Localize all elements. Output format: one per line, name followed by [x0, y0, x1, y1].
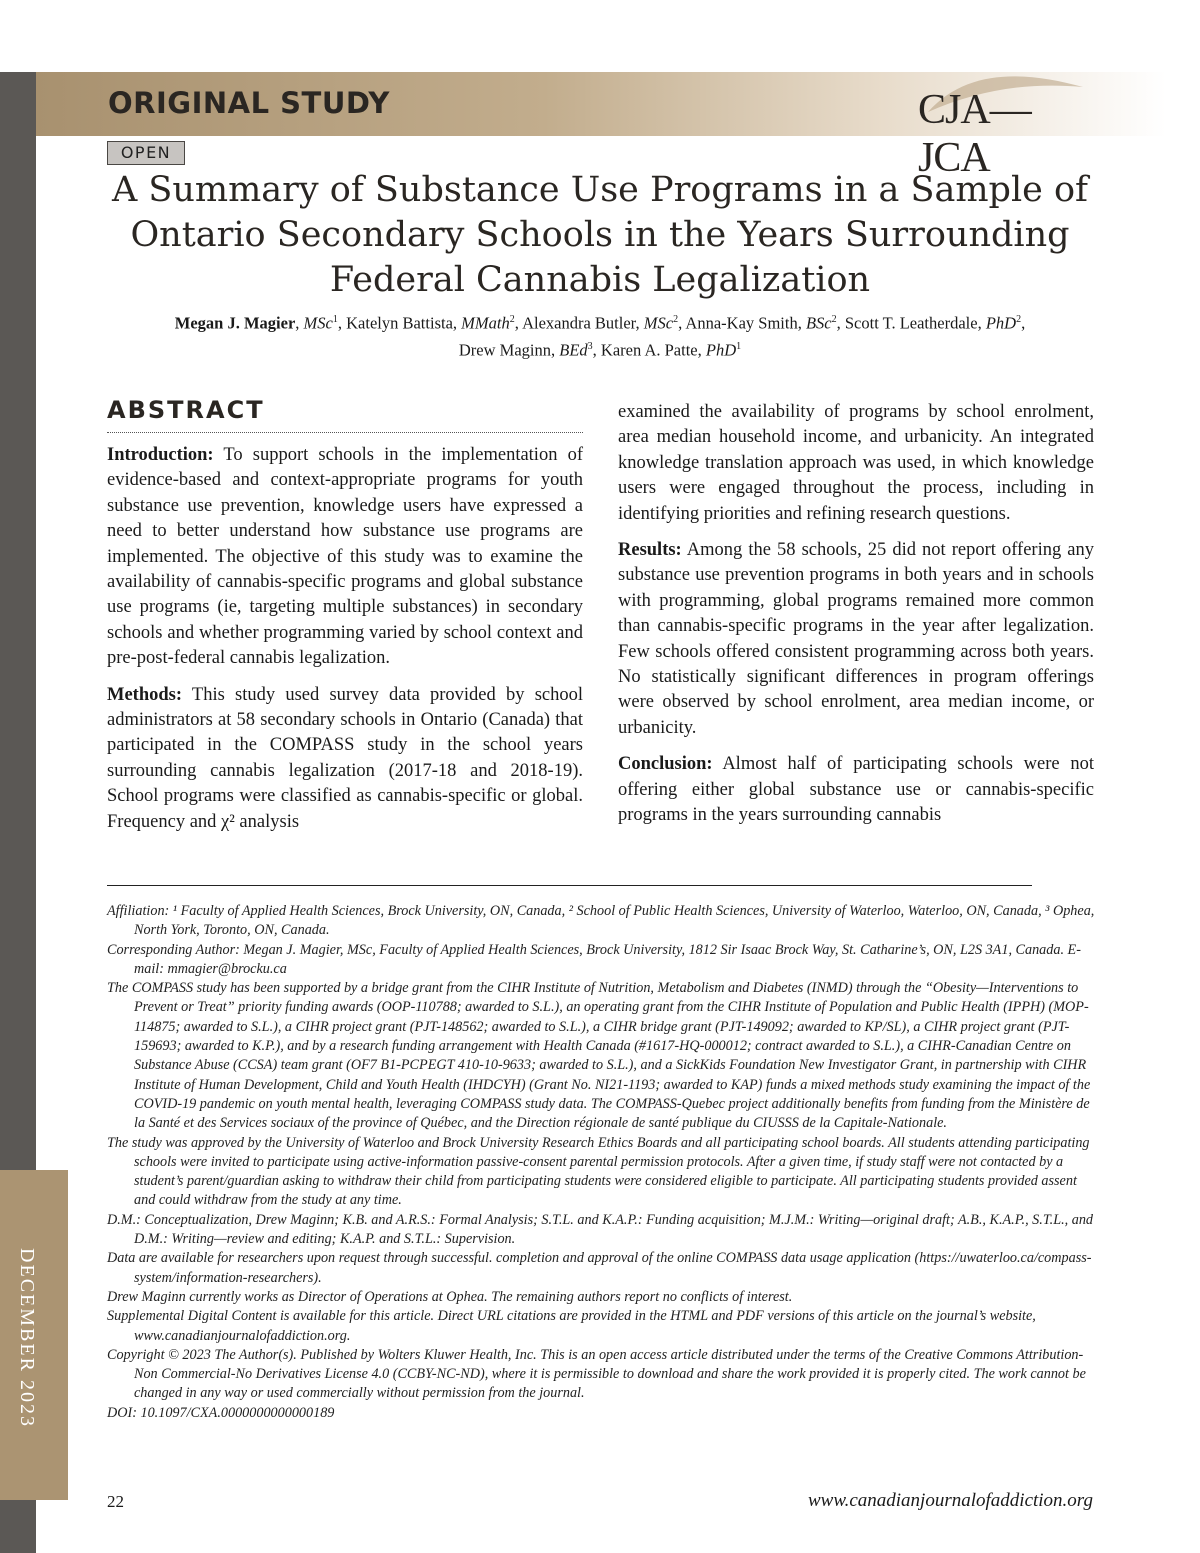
- author-degree: PhD: [705, 340, 737, 359]
- footnote-corresponding-author: Corresponding Author: Megan J. Magier, MSc, Faculty of Applied Health Sciences, Brock University, 1812 Sir Isaac Brock Way, St. Catharine’s, ON, L2S 3A1, Canada. E-mail: mmagier@brocku.ca: [107, 941, 1081, 977]
- author-name: Drew Maginn: [458, 340, 551, 359]
- author-name: Katelyn Battista: [346, 313, 453, 333]
- footnote-divider: [107, 885, 1032, 886]
- footnote-data-availability: Data are available for researchers upon request through successful. completion and approval of the online COMPASS data usage application (https://uwaterloo.ca/compass-system/information-researchers).: [107, 1250, 1092, 1286]
- author-affiliation: 2: [831, 314, 837, 325]
- abstract-methods-continued: examined the availability of programs by school enrolment, area median household income, and urbanicity. An integrated knowledge translation approach was used, in which knowledge users were engaged throughout the process, including in identifying priorities and refining research questions.: [618, 402, 1094, 524]
- author-degree: MMath: [461, 313, 510, 333]
- results-text: Among the 58 schools, 25 did not report offering any substance use prevention programs in both years and in schools with programming, global programs remained more common than cannabis-specific programs in the year after legalization. Few schools offered consistent programming across both years. No statistically significant differences in program offerings were observed by school enrolment, area median income, or urbanicity.: [618, 540, 1094, 738]
- page-number: 22: [107, 1492, 124, 1511]
- abstract-heading: ABSTRACT: [107, 396, 583, 433]
- author-affiliation: 2: [1016, 314, 1022, 325]
- abstract-results: [618, 538, 1094, 741]
- abstract-introduction: [107, 443, 583, 672]
- journal-logo-text: CJA—JCA: [918, 87, 1031, 181]
- author-name: Karen A. Patte: [600, 340, 698, 359]
- author-affiliation: 3: [587, 340, 593, 352]
- footnote-contributions: D.M.: Conceptualization, Drew Maginn; K.B. and A.R.S.: Formal Analysis; S.T.L. and K.A.P.: Funding acquisition; M.J.M.: Writing—original draft; A.B., K.A.P., S.T.L., and D.M.: Writing—review and editing; K.A.P. and S.T.L.: Supervision.: [107, 1211, 1094, 1248]
- author-name: Anna-Kay Smith: [685, 313, 798, 333]
- author-affiliation: 2: [673, 314, 679, 325]
- title-line: Federal Cannabis Legalization: [329, 260, 871, 300]
- open-access-badge: OPEN: [107, 141, 185, 165]
- methods-label: Methods:: [107, 684, 183, 705]
- author-degree: BEd: [559, 340, 588, 359]
- journal-website-link[interactable]: www.canadianjournalofaddiction.org: [807, 1490, 1093, 1511]
- introduction-text: To support schools in the implementation of evidence-based and context-appropriate programs for youth substance use prevention, knowledge users have expressed a need to better understand how substance use programs are implemented. The objective of this study was to examine the availability of cannabis-specific programs and global substance use programs (ie, targeting multiple substances) in secondary schools and whether programming varied by school context and pre-post-federal cannabis legalization.: [107, 445, 583, 669]
- author-name: Scott T. Leatherdale: [844, 313, 978, 333]
- author-affiliation: 2: [509, 314, 515, 325]
- author-degree: BSc: [805, 313, 832, 333]
- abstract-methods: [107, 683, 583, 835]
- conclusion-text: Almost half of participating schools were not offering either global substance use or cannabis-specific programs in the years surrounding cannabis: [618, 754, 1095, 826]
- author-affiliation: 1: [332, 314, 338, 325]
- title-line: A Summary of Substance Use Programs in a Sample of: [111, 170, 1089, 210]
- author-name: Megan J. Magier: [174, 313, 296, 333]
- journal-logo: [908, 72, 1098, 181]
- conclusion-label: Conclusion:: [618, 754, 713, 775]
- abstract-left-column: [107, 396, 583, 846]
- author-name: Alexandra Butler: [522, 313, 636, 333]
- author-degree: PhD: [985, 313, 1017, 333]
- footnote-supplemental: Supplemental Digital Content is available for this article. Direct URL citations are provided in the HTML and PDF versions of this article on the journal’s website, www.canadianjournalofaddiction.org.: [107, 1308, 1036, 1344]
- author-degree: MSc: [303, 313, 333, 333]
- author-degree: MSc: [643, 313, 674, 333]
- footnote-ethics: The study was approved by the University of Waterloo and Brock University Research Ethics Boards and all participating school boards. All students attending participating schools were invited to participate using active-information passive-consent parental permission protocols. After a given time, if study staff were not contacted by a student’s parent/guardian asking to withdraw their child from participating students were considered eligible to participate. All participating students provided assent and could withdraw from the study at any time.: [107, 1134, 1090, 1209]
- introduction-label: Introduction:: [107, 445, 214, 465]
- results-label: Results:: [618, 540, 682, 561]
- author-list: Megan J. Magier, MSc$^1$, Katelyn Battista, MMath$^2$, Alexandra Butler, MSc$^2$, Anna-Kay Smith, BSc$^2$, Scott T. Leatherdale, PhD$^2$, Drew Maginn, BEd$^3$, Karen A. Patte, PhD$^1$: [174, 313, 1026, 359]
- abstract-conclusion: [618, 752, 1094, 828]
- issue-date: DECEMBER 2023: [16, 1248, 38, 1428]
- footnote-doi: DOI: 10.1097/CXA.0000000000000189: [107, 1404, 335, 1421]
- footnote-conflicts: Drew Maginn currently works as Director of Operations at Ophea. The remaining authors report no conflicts of interest.: [107, 1288, 793, 1305]
- footnote-funding: The COMPASS study has been supported by a bridge grant from the CIHR Institute of Nutrition, Metabolism and Diabetes (INMD) through the “Obesity—Interventions to Prevent or Treat” priority funding awards (OOP-110788; awarded to S.L.), an operating grant from the CIHR Institute of Population and Public Health (IPPH) (MOP-114875; awarded to S.L.), a CIHR project grant (PJT-148562; awarded to S.L.), a CIHR bridge grant (PJT-149092; awarded to KP/SL), a CIHR project grant (PJT-159693; awarded to K.P.), and by a research funding arrangement with Health Canada (#1617-HQ-000012; contract awarded to S.L.), a CIHR-Canadian Centre on Substance Abuse (CCSA) team grant (OF7 B1-PCPEGT 410-10-9633; awarded to S.L.), and a SickKids Foundation New Investigator Grant, in partnership with CIHR Institute of Human Development, Child and Youth Health (IHDCYH) (Grant No. NI21-1193; awarded to KAP) funds a mixed methods study examining the impact of the COVID-19 pandemic on youth mental health, leveraging COMPASS study data. The COMPASS-Quebec project additionally benefits from funding from the Ministère de la Santé et des Services sociaux of the province of Québec, and the Direction régionale de santé publique du CIUSSS de la Capitale-Nationale.: [107, 980, 1091, 1132]
- article-title: [100, 168, 1100, 303]
- footnote-copyright: Copyright © 2023 The Author(s). Published by Wolters Kluwer Health, Inc. This is an open access article distributed under the terms of the Creative Commons Attribution-Non Commercial-No Derivatives License 4.0 (CCBY-NC-ND), where it is permissible to download and share the work provided it is properly cited. The work cannot be changed in any way or used commercially without permission from the journal.: [107, 1346, 1086, 1402]
- section-label: ORIGINAL STUDY: [108, 86, 390, 120]
- footnote-affiliation: Affiliation: ¹ Faculty of Applied Health Sciences, Brock University, ON, Canada, ² School of Public Health Sciences, University of Waterloo, Waterloo, ON, Canada, ³ Ophea, North York, Toronto, ON, Canada.: [107, 903, 1095, 939]
- footnotes: [107, 902, 1097, 1423]
- author-affiliation: 1: [736, 340, 742, 352]
- title-line: Ontario Secondary Schools in the Years Surrounding: [130, 215, 1070, 255]
- abstract-right-column: [618, 400, 1094, 840]
- methods-text: This study used survey data provided by school administrators at 58 secondary schools in Ontario (Canada) that participated in the COMPASS study in the school years surrounding cannabis legalization (2017-18 and 2018-19). School programs were classified as cannabis-specific or global. Frequency and χ² analysis: [107, 684, 583, 832]
